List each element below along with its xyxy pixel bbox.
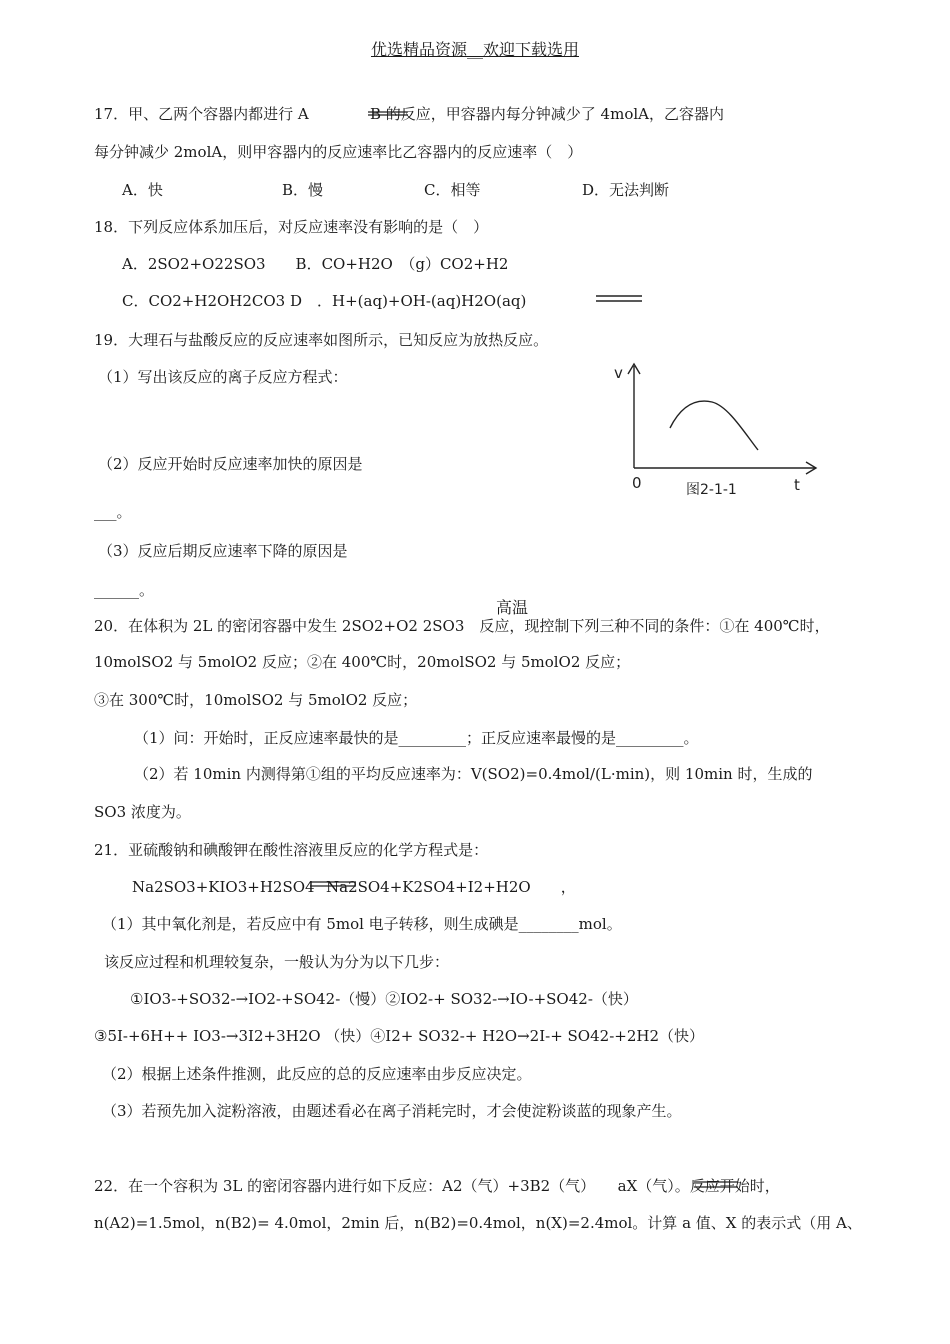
q20-part2-cont: SO3 浓度为。 bbox=[94, 803, 191, 821]
q21-steps-line2: ③5I-+6H++ IO3-→3I2+3H2O （快）④I2+ SO32-+ H2O→2I-+ SO42-+2H2（快） bbox=[94, 1027, 704, 1045]
q22-line1: 22．在一个容积为 3L 的密闭容器内进行如下反应：A2（气）+3B2（气） aX（气）。反应开始时， bbox=[94, 1177, 780, 1195]
q19-part2-blank: ___。 bbox=[94, 503, 132, 521]
rate-curve bbox=[670, 401, 758, 450]
q21-equation-left: Na2SO3+KIO3+H2SO4 bbox=[132, 878, 315, 896]
q20-condition-label: 高温 bbox=[496, 598, 529, 617]
q19-stem: 19．大理石与盐酸反应的反应速率如图所示，已知反应为放热反应。 bbox=[94, 331, 549, 349]
equal-sign-icon bbox=[694, 1180, 738, 1190]
q17-option-a: A．快 bbox=[122, 181, 163, 199]
q19-part1: （1）写出该反应的离子反应方程式： bbox=[98, 368, 348, 386]
graph-caption: 图2-1-1 bbox=[686, 482, 737, 498]
q17-option-c: C．相等 bbox=[424, 181, 481, 199]
q22-line2: n(A2)=1.5mol，n(B2)= 4.0mol，2min 后，n(B2)=0.4mol，n(X)=2.4mol。计算 a 值、X 的表示式（用 A、 bbox=[94, 1214, 862, 1232]
q20-part1: （1）问：开始时，正反应速率最快的是_________；正反应速率最慢的是_________。 bbox=[134, 729, 699, 747]
y-axis-label: v bbox=[614, 364, 623, 382]
q21-intro: 该反应过程和机理较复杂，一般认为分为以下几步： bbox=[104, 953, 450, 971]
q18-options-cd: C．CO2+H2OH2CO3 D ．H+(aq)+OH-(aq)H2O(aq) bbox=[122, 292, 527, 310]
q19-part3: （3）反应后期反应速率下降的原因是 bbox=[98, 542, 348, 560]
q19-part2: （2）反应开始时反应速率加快的原因是 bbox=[98, 455, 363, 473]
q21-part2: （2）根据上述条件推测，此反应的总的反应速率由步反应决定。 bbox=[102, 1065, 532, 1083]
q20-line2: 10molSO2 与 5molO2 反应；②在 400℃时，20molSO2 与 5molO2 反应； bbox=[94, 653, 631, 671]
q19-part3-blank: ______。 bbox=[94, 581, 155, 599]
q18-stem: 18．下列反应体系加压后，对反应速率没有影响的是（ ） bbox=[94, 218, 489, 236]
double-line-icon bbox=[596, 294, 642, 304]
q21-part1: （1）其中氧化剂是，若反应中有 5mol 电子转移，则生成碘是________mol。 bbox=[102, 915, 622, 933]
q21-stem: 21．亚硫酸钠和碘酸钾在酸性溶液里反应的化学方程式是： bbox=[94, 841, 489, 859]
q17-line2: 每分钟减少 2molA，则甲容器内的反应速率比乙容器内的反应速率（ ） bbox=[94, 143, 583, 161]
q21-steps-line1: ①IO3-+SO32-→IO2-+SO42-（慢）②IO2-+ SO32-→IO-+SO42-（快） bbox=[130, 990, 638, 1008]
q17-option-b: B．慢 bbox=[282, 181, 324, 199]
q21-part3: （3）若预先加入淀粉溶液，由题述看必在离子消耗完时，才会使淀粉谈蓝的现象产生。 bbox=[102, 1102, 682, 1120]
q17-option-d: D．无法判断 bbox=[582, 181, 670, 199]
q20-line1: 20．在体积为 2L 的密闭容器中发生 2SO2+O2 2SO3 反应，现控制下列三种不同的条件：①在 400℃时， bbox=[94, 617, 830, 635]
x-axis-label: t bbox=[794, 476, 800, 494]
q20-part2: （2）若 10min 内测得第①组的平均反应速率为：V(SO2)=0.4mol/(L·min)，则 10min 时，生成的 bbox=[134, 765, 813, 783]
q17-line1-end: B 的反应，甲容器内每分钟减少了 4molA，乙容器内 bbox=[370, 105, 724, 123]
q17-line1-start: 17．甲、乙两个容器内都进行 A bbox=[94, 105, 309, 123]
rate-time-graph bbox=[610, 360, 840, 498]
page-header: 优选精品资源__欢迎下载选用 bbox=[370, 40, 579, 59]
q20-line3: ③在 300℃时，10molSO2 与 5molO2 反应； bbox=[94, 691, 418, 709]
origin-label: 0 bbox=[632, 474, 642, 492]
q18-options-ab: A．2SO2+O22SO3 B．CO+H2O （g）CO2+H2 bbox=[122, 255, 509, 273]
q21-equation-right: Na2SO4+K2SO4+I2+H2O ， bbox=[326, 878, 576, 896]
